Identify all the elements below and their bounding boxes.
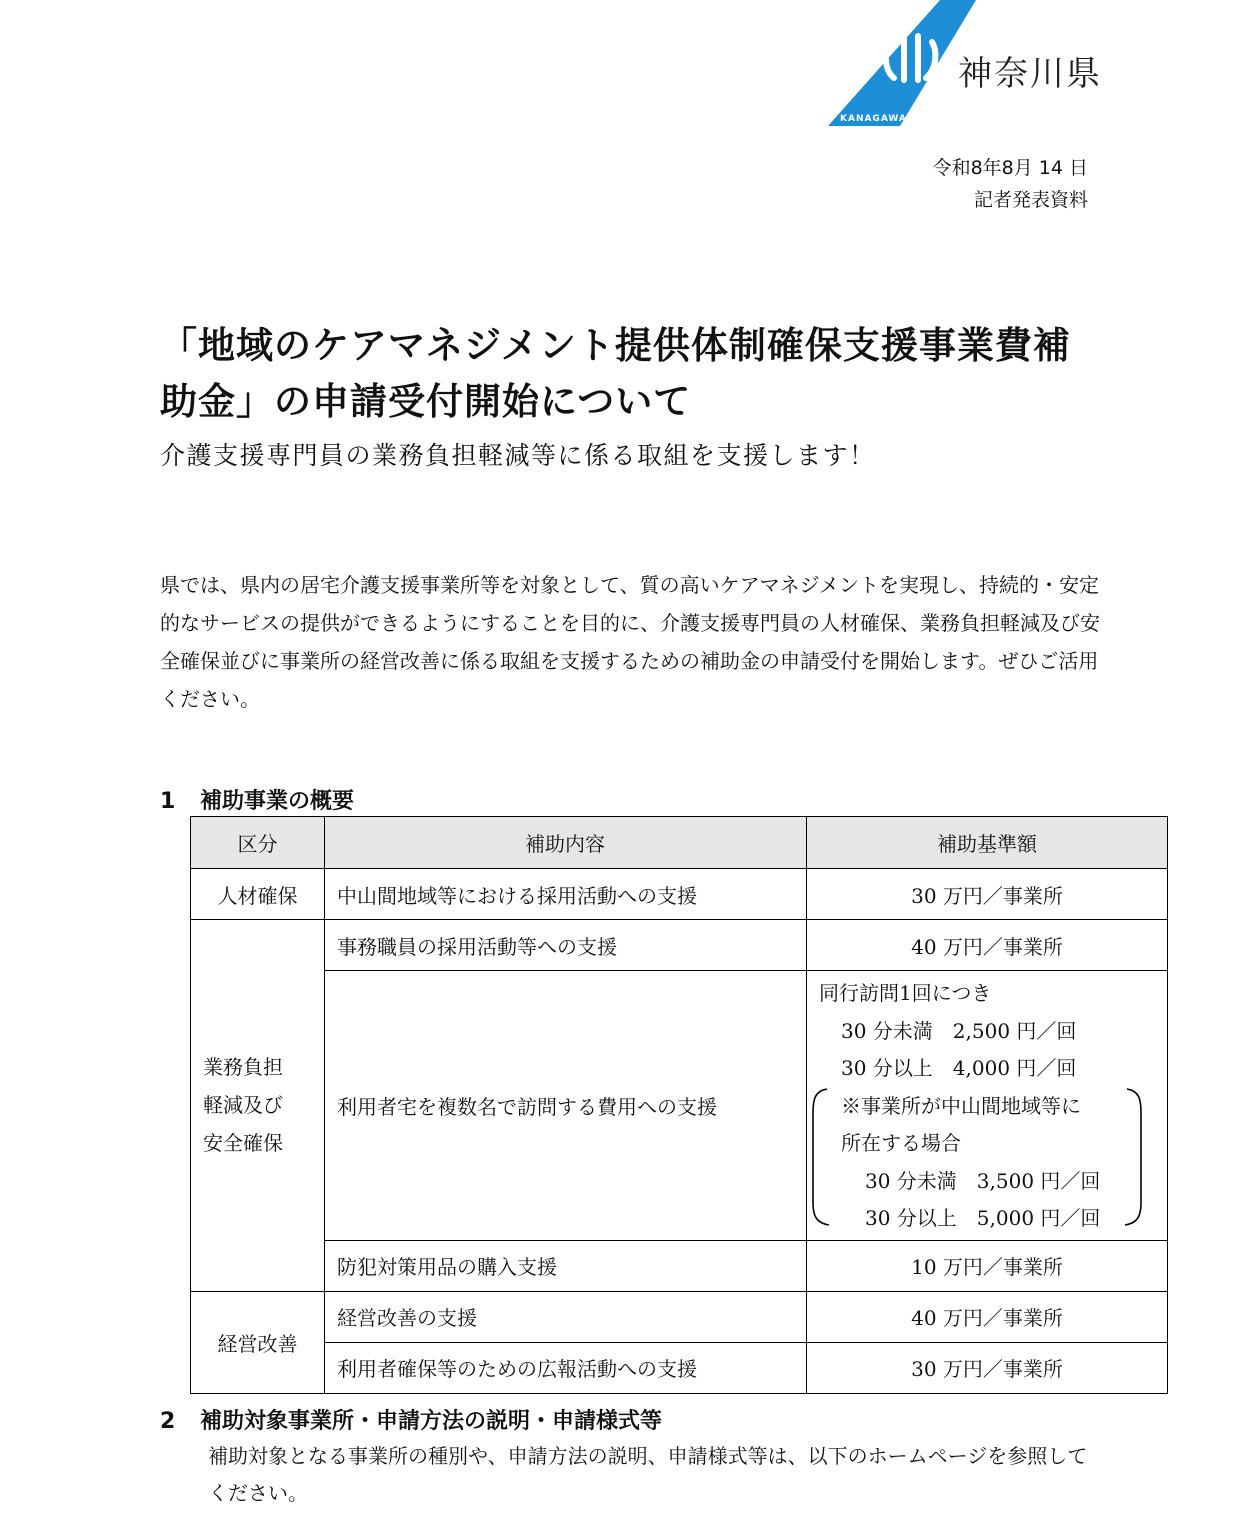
section-2-text: 補助対象となる事業所の種別や、申請方法の説明、申請様式等は、以下のホームページを参照してください。 bbox=[208, 1444, 1088, 1505]
table-row bbox=[191, 1291, 1168, 1342]
intro-paragraph: 県では、県内の居宅介護支援事業所等を対象として、質の高いケアマネジメントを実現し、持続的・安定的なサービスの提供ができるようにすることを目的に、介護支援専門員の人材確保、業務負担軽減及び安全確保並びに事業所の経営改善に係る取組を支援するための補助金の申請受付を開始します。ぜひご活用ください。 bbox=[160, 573, 1100, 711]
subsidy-table bbox=[190, 816, 1168, 1394]
page-subtitle: 介護支援専門員の業務負担軽減等に係る取組を支援します！ bbox=[160, 441, 876, 470]
header-content: 補助内容 bbox=[325, 817, 807, 869]
table-row bbox=[191, 869, 1168, 920]
section-2-heading bbox=[160, 1404, 662, 1435]
amount-cell: 40 万円／事業所 bbox=[807, 1291, 1168, 1342]
table-row bbox=[191, 1342, 1168, 1393]
visit-amount-line: 同行訪問1回につき bbox=[819, 981, 992, 1005]
visit-amount-cell bbox=[807, 971, 1168, 1241]
table-row bbox=[191, 1240, 1168, 1291]
amount-cell: 30 万円／事業所 bbox=[807, 1342, 1168, 1393]
section-1-number: 1 bbox=[160, 789, 176, 814]
section-2-title: 補助対象事業所・申請方法の説明・申請様式等 bbox=[200, 1409, 663, 1434]
document-type: 記者発表資料 bbox=[973, 189, 1088, 211]
category-cell: 経営改善 bbox=[191, 1291, 325, 1393]
section-2-number: 2 bbox=[160, 1409, 176, 1434]
table-row bbox=[191, 920, 1168, 971]
header-amount: 補助基準額 bbox=[807, 817, 1168, 869]
table-header-row bbox=[191, 817, 1168, 869]
visit-amount-line: 30 分以上 4,000 円／回 bbox=[841, 1056, 1077, 1080]
section-1-title: 補助事業の概要 bbox=[200, 789, 355, 814]
visit-amount-line: 30 分未満 3,500 円／回 bbox=[865, 1168, 1101, 1193]
amount-cell: 30 万円／事業所 bbox=[807, 869, 1168, 920]
logo-prefecture-name: 神奈川県 bbox=[958, 54, 1102, 94]
content-cell: 利用者宅を複数名で訪問する費用への支援 bbox=[325, 971, 807, 1241]
category-cell bbox=[191, 920, 325, 1292]
table-row bbox=[191, 971, 1168, 1241]
issue-date: 令和8年8月 14 日 bbox=[932, 157, 1088, 179]
note-bracket bbox=[809, 1083, 1149, 1231]
visit-amount-line: 30 分以上 5,000 円／回 bbox=[865, 1206, 1101, 1230]
amount-cell: 40 万円／事業所 bbox=[807, 920, 1168, 971]
content-cell: 中山間地域等における採用活動への支援 bbox=[325, 869, 807, 920]
subsidy-table-wrapper bbox=[190, 816, 1168, 1394]
date-block bbox=[933, 152, 1088, 216]
amount-cell: 10 万円／事業所 bbox=[807, 1240, 1168, 1291]
content-cell: 利用者確保等のための広報活動への支援 bbox=[325, 1342, 807, 1393]
logo-sub-text: KANAGAWA bbox=[840, 114, 907, 124]
visit-amount-line: 所在する場合 bbox=[841, 1131, 961, 1155]
content-cell: 事務職員の採用活動等への支援 bbox=[325, 920, 807, 971]
header-category: 区分 bbox=[191, 817, 325, 869]
category-futan-text: 業務負担軽減及び安全確保 bbox=[203, 1055, 283, 1156]
visit-amount-line: 30 分未満 2,500 円／回 bbox=[841, 1018, 1077, 1043]
visit-amount-line: ※事業所が中山間地域等に bbox=[841, 1093, 1081, 1118]
category-cell: 人材確保 bbox=[191, 869, 325, 920]
content-cell: 防犯対策用品の購入支援 bbox=[325, 1240, 807, 1291]
page-title: 「地域のケアマネジメント提供体制確保支援事業費補助金」の申請受付開始について bbox=[160, 324, 1071, 423]
section-1-heading bbox=[160, 784, 354, 815]
content-cell: 経営改善の支援 bbox=[325, 1291, 807, 1342]
